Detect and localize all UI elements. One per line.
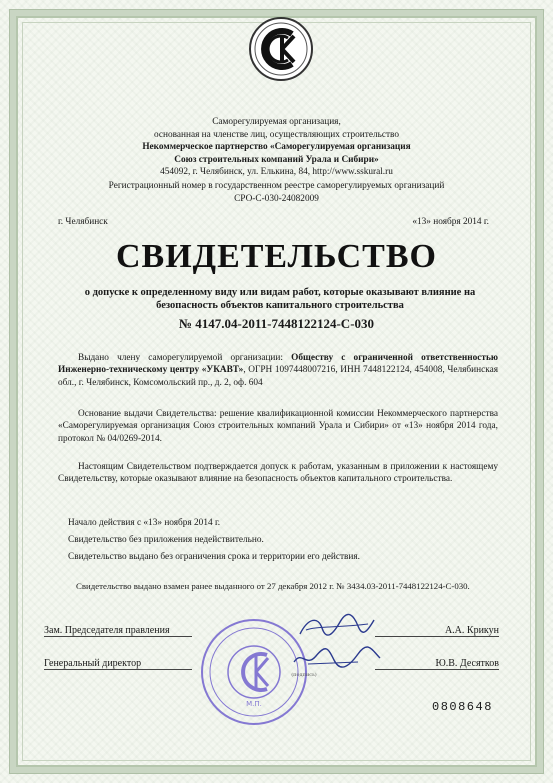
issuer-line-2: основанная на членстве лиц, осуществляющих строительство: [153, 129, 400, 140]
paragraph-issued-to: [58, 352, 498, 389]
signature-line: [44, 636, 192, 637]
member-name: Обществу с ограниченной ответственностью Инженерно-техническому центру «УКАВТ»: [58, 353, 499, 376]
paragraph-basis: Основание выдачи Свидетельства: решение квалификационной комиссии Некоммерческого партнерства «Саморегулируемая организация Союз строительных компаний Урала и Сибири» от «13» ноября 2014 года, протокол № 04/0269-2014.: [58, 409, 498, 444]
issuer-line-1: Саморегулируемая организация,: [212, 117, 341, 127]
attachment-note: Свидетельство без приложения недействительно.: [68, 535, 264, 545]
stamp-center-text: М.П.: [246, 700, 262, 708]
signature-scribble-icon: [288, 642, 384, 672]
issuer-line-3: Некоммерческое партнерство «Саморегулируемая организация: [142, 142, 411, 152]
signatory-name-1: А.А. Крикун: [444, 625, 499, 636]
registry-block: [40, 180, 513, 205]
stamp-sub-text: (подпись): [291, 672, 317, 678]
signature-scribble-icon: [296, 612, 376, 642]
issue-date: «13» ноября 2014 г.: [412, 217, 489, 227]
registry-number: СРО-С-030-24082009: [234, 193, 319, 204]
validity-start: Начало действия с «13» ноября 2014 г.: [68, 518, 221, 528]
subtitle-line-1: о допуске к определенному виду или видам работ, которые оказывают влияние на: [84, 287, 476, 298]
replacement-note: Свидетельство выдано взамен ранее выданного от 27 декабря 2012 г. № 3434.03-2011-7448122124-С-030.: [76, 581, 470, 591]
document-subtitle: [70, 286, 490, 312]
signature-line: [44, 669, 192, 670]
signatory-position-1: Зам. Председателя правления: [44, 625, 170, 636]
place-of-issue: г. Челябинск: [58, 217, 108, 227]
signature-line: [375, 669, 499, 670]
subtitle-line-2: безопасность объектов капитального строительства: [156, 300, 404, 311]
issued-to-prefix: Выдано члену саморегулируемой организации:: [78, 353, 292, 363]
serial-number: 0808648: [432, 700, 493, 714]
paragraph-confirmation: Настоящим Свидетельством подтверждается допуск к работам, указанным в приложении к настоящему Свидетельству, которые оказывают влияние на безопасность объектов капитального строительства.: [58, 462, 498, 485]
signature-line: [375, 636, 499, 637]
member-details: , ОГРН 1097448007216, ИНН 7448122124, 454008, Челябинская обл., г. Челябинск, Комсомольский пр., д. 2, оф. 604: [58, 365, 498, 388]
issuer-block: [40, 116, 513, 179]
signatory-position-2: Генеральный директор: [44, 658, 142, 669]
signatory-name-2: Ю.В. Десятков: [435, 658, 499, 669]
registry-label: Регистрационный номер в государственном реестре саморегулируемых организаций: [108, 181, 445, 191]
issuer-line-4: Союз строительных компаний Урала и Сибири»: [174, 154, 379, 165]
issuer-address: 454092, г. Челябинск, ул. Елькина, 84, http://www.sskural.ru: [160, 167, 393, 177]
organization-logo-icon: [248, 16, 314, 82]
document-title: СВИДЕТЕЛЬСТВО: [116, 238, 437, 275]
certificate-number: № 4147.04-2011-7448122124-С-030: [178, 316, 375, 331]
validity-term: Свидетельство выдано без ограничения срока и территории его действия.: [68, 552, 360, 562]
